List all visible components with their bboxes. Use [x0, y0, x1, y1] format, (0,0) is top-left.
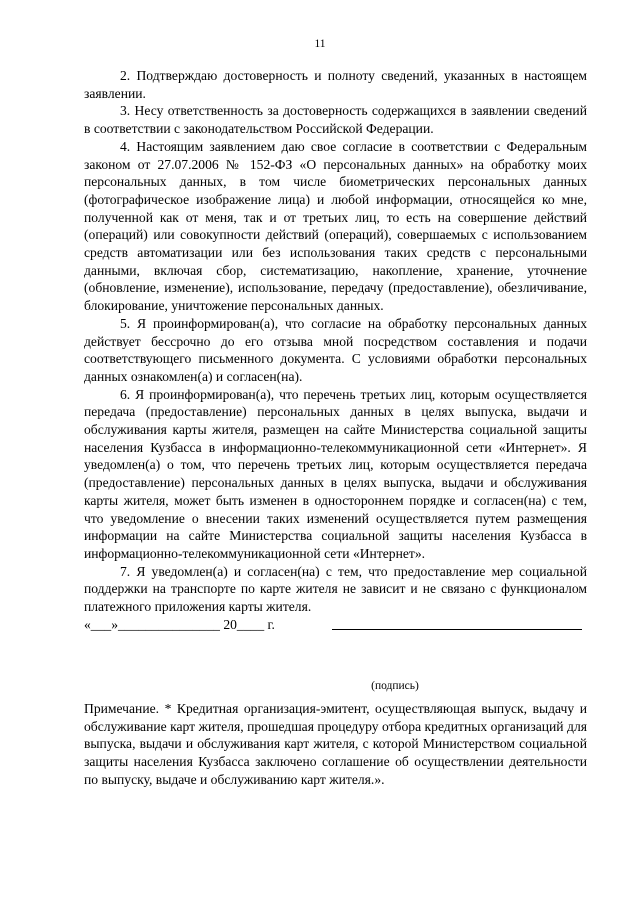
footnote: Примечание. * Кредитная организация-эмитент, осуществляющая выпуск, выдачу и обслуживание карт жителя, прошедшая процедуру отбора кредитных организаций для выпуска, выдачи и обслуживания карт жителя, с которой Министерством социальной защиты населения Кузбасса заключено соглашение об осуществлении деятельности по выпуску, выдаче и обслуживанию карт жителя.». — [84, 701, 587, 787]
signature-caption: (подпись) — [371, 680, 419, 692]
paragraph-5: 5. Я проинформирован(а), что согласие на обработку персональных данных действует бессрочно до его отзыва мной посредством составления и подачи соответствующего письменного документа. С условиями обработки персональных данных ознакомлен(а) и согласен(на). — [84, 315, 587, 384]
signature-row — [84, 616, 587, 634]
signature-line — [332, 629, 582, 630]
document-body — [84, 67, 587, 634]
page-number: 11 — [314, 38, 326, 50]
paragraph-7: 7. Я уведомлен(а) и согласен(на) с тем, что предоставление мер социальной поддержки на транспорте по карте жителя не зависит и не связано с функционалом платежного приложения карты жителя. — [84, 563, 587, 615]
paragraph-2: 2. Подтверждаю достоверность и полноту сведений, указанных в настоящем заявлении. — [84, 68, 587, 101]
paragraph-4: 4. Настоящим заявлением даю свое согласие в соответствии с Федеральным законом от 27.07.2006 № 152-ФЗ «О персональных данных» на обработку моих персональных данных, в том числе биометрических персональных данных (фотографическое изображение лица) и любой информации, относящейся ко мне, полученной как от меня, так и от третьих лиц, то есть на совершение действий (операций) или совокупности действий (операций), совершаемых с использованием средств автоматизации или без использования таких средств с персональными данными, включая сбор, систематизацию, накопление, хранение, уточнение (обновление, изменение), использование, передачу (предоставление), обезличивание, блокирование, уничтожение персональных данных. — [84, 138, 587, 314]
paragraph-3: 3. Несу ответственность за достоверность содержащихся в заявлении сведений в соответствии с законодательством Российской Федерации. — [84, 103, 587, 137]
date-line: «___»_______________ 20____ г. — [84, 616, 275, 632]
paragraph-6: 6. Я проинформирован(а), что перечень третьих лиц, которым осуществляется передача (предоставление) персональных данных в целях выпуска, выдачи и обслуживания карты жителя, размещен на сайте Министерства социальной защиты населения Кузбасса в информационно-телекоммуникационной сети «Интернет». Я уведомлен(а) о том, что перечень третьих лиц, которым осуществляется передача (предоставление) персональных данных в целях выпуска, выдачи и обслуживания карты жителя, может быть изменен в одностороннем порядке и согласен(на) с тем, что уведомление о внесении таких изменений осуществляется путем размещения информации на сайте Министерства социальной защиты населения Кузбасса в информационно-телекоммуникационной сети «Интернет». — [84, 386, 587, 561]
